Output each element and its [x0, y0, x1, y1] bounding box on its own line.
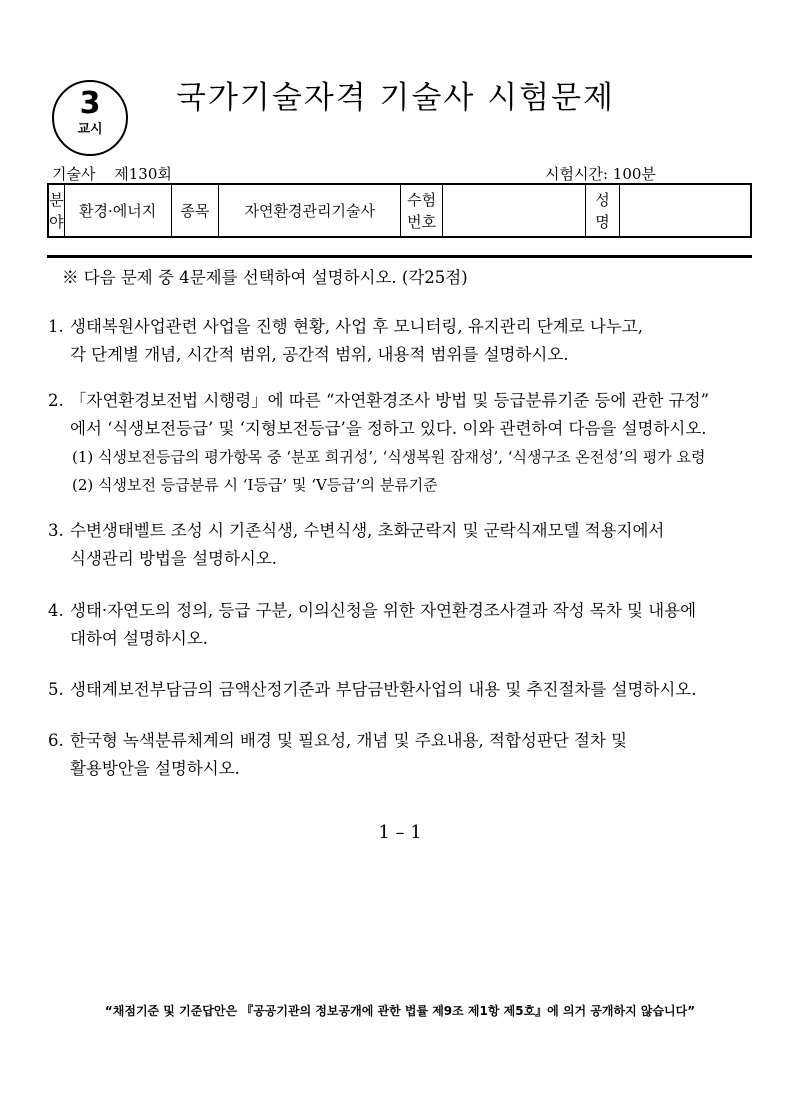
question-line: 한국형 녹색분류체계의 배경 및 필요성, 개념 및 주요내용, 적합성판단 절차 및 [70, 731, 628, 750]
exam-number-label-top: 수험 [407, 190, 437, 209]
name-field[interactable] [619, 184, 751, 237]
exam-meta [52, 163, 186, 184]
name-label-top: 성 [595, 190, 610, 209]
jongmok-label: 종목 [171, 184, 219, 237]
question-line: 생태복원사업관련 사업을 진행 현황, 사업 후 모니터링, 유지관리 단계로 나누고, [70, 317, 643, 336]
period-number: 3 [79, 86, 101, 121]
question-1 [48, 313, 760, 369]
field-label [48, 184, 64, 237]
question-3 [48, 517, 760, 573]
question-line: 「자연환경보전법 시행령」에 따른 “자연환경조사 방법 및 등급분류기준 등에 관한 규정” [70, 391, 710, 410]
exam-category: 기술사 [52, 165, 96, 183]
exam-time: 시험시간: 100분 [545, 165, 656, 183]
question-number: 2. [48, 391, 64, 410]
name-label-bottom: 명 [595, 212, 610, 231]
question-number: 3. [48, 521, 64, 540]
exam-session: 제130회 [114, 165, 172, 183]
divider [47, 255, 752, 258]
question-2 [48, 387, 760, 499]
field-label-bottom: 야 [49, 212, 64, 231]
exam-number-field[interactable] [442, 184, 585, 237]
question-line: 식생관리 방법을 설명하시오. [70, 549, 278, 568]
question-line: 활용방안을 설명하시오. [70, 759, 240, 778]
name-label [586, 184, 620, 237]
question-line: 대하여 설명하시오. [70, 629, 209, 648]
page-title: 국가기술자격 기술사 시험문제 [176, 80, 616, 116]
question-line: 수변생태벨트 조성 시 기존식생, 수변식생, 초화군락지 및 군락식재모델 적용지에서 [70, 521, 665, 540]
exam-info-table [47, 183, 752, 238]
instruction: ※ 다음 문제 중 4문제를 선택하여 설명하시오. (각25점) [62, 268, 468, 287]
question-line: 에서 ‘식생보전등급’ 및 ‘지형보전등급’을 정하고 있다. 이와 관련하여 다음을 설명하시오. [70, 419, 707, 438]
question-line: 각 단계별 개념, 시간적 범위, 공간적 범위, 내용적 범위를 설명하시오. [70, 345, 569, 364]
disclosure-footer: “채점기준 및 기준답안은 『공공기관의 정보공개에 관한 법률 제9조 제1항 제5호』에 의거 공개하지 않습니다” [104, 1004, 696, 1018]
period-circle [52, 80, 128, 156]
field-label-top: 분 [49, 190, 64, 209]
question-subitem: (2) 식생보전 등급분류 시 ‘I등급’ 및 ‘V등급’의 분류기준 [72, 476, 438, 494]
subject-value: 자연환경관리기술사 [219, 184, 401, 237]
exam-number-label-bottom: 번호 [407, 212, 437, 231]
question-6 [48, 727, 760, 783]
question-4 [48, 597, 760, 653]
question-number: 4. [48, 601, 64, 620]
question-subitem: (1) 식생보전등급의 평가항목 중 ‘분포 희귀성’, ‘식생복원 잠재성’, ‘식생구조 온전성’의 평가 요령 [72, 448, 706, 466]
field-value: 환경·에너지 [64, 184, 171, 237]
question-5 [48, 676, 760, 704]
page-number: 1 – 1 [378, 822, 422, 843]
exam-number-label [401, 184, 443, 237]
question-line: 생태계보전부담금의 금액산정기준과 부담금반환사업의 내용 및 추진절차를 설명하시오. [70, 680, 697, 699]
question-number: 5. [48, 680, 64, 699]
question-number: 6. [48, 731, 64, 750]
period-label: 교시 [77, 122, 103, 137]
question-number: 1. [48, 317, 64, 336]
question-line: 생태·자연도의 정의, 등급 구분, 이의신청을 위한 자연환경조사결과 작성 목차 및 내용에 [70, 601, 697, 620]
